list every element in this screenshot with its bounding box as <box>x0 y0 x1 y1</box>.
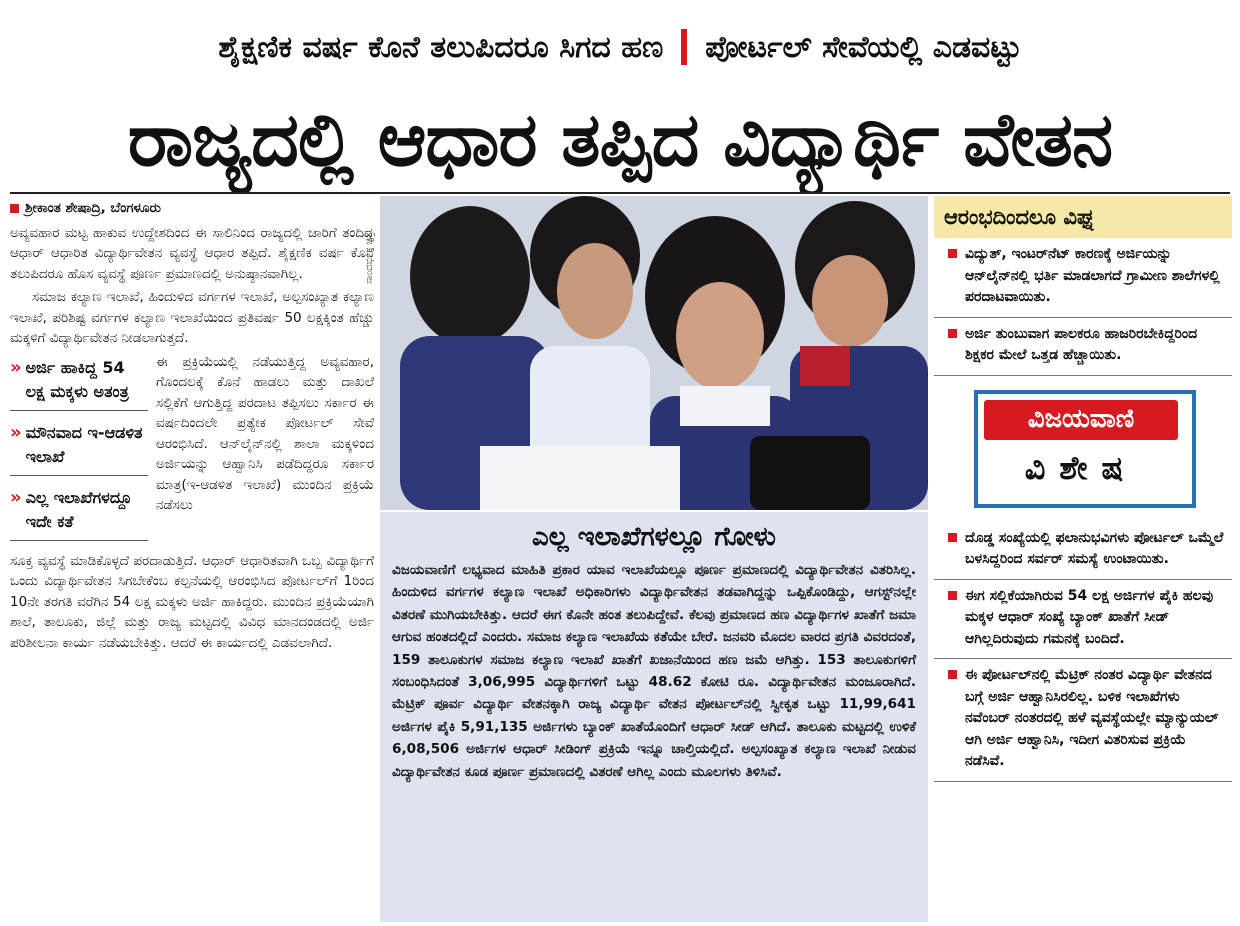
byline-text: ಶ್ರೀಕಾಂತ ಶೇಷಾದ್ರಿ, ಬೆಂಗಳೂರು <box>25 200 161 216</box>
vijayavani-vishesha-logo <box>974 390 1196 508</box>
pullquote-2 <box>10 417 148 476</box>
kicker-divider <box>681 29 687 65</box>
photo-credit: ಸಾಂದರ್ಭಿಕ ಚಿತ್ರ <box>364 232 375 284</box>
pullquote-text: ಅರ್ಜಿ ಹಾಕಿದ್ದ 54 ಲಕ್ಷ ಮಕ್ಕಳು ಅತಂತ್ರ <box>25 357 129 401</box>
pullquote-text: ಮೌನವಾದ ಇ-ಆಡಳಿತ ಇಲಾಖೆ <box>25 422 143 466</box>
kicker-right: ಪೋರ್ಟಲ್ ಸೇವೆಯಲ್ಲಿ ಎಡವಟ್ಟು <box>705 29 1022 65</box>
article-column <box>10 198 374 922</box>
paragraph-3: ಈ ಪ್ರಕ್ರಿಯೆಯಲ್ಲಿ ನಡೆಯುತ್ತಿದ್ದ ಅವ್ಯವಹಾರ, ಗೊಂದಲಕ್ಕೆ ಕೊನೆ ಹಾಡಲು ಮತ್ತು ದಾಖಲೆ ಸಲ್ಲಿಕೆಗೆ ಆಗುತ್ತಿದ್ದ ಪರದಾಟ ತಪ್ಪಿಸಲು ಸರ್ಕಾರ ಈ ವರ್ಷದಿಂದಲೇ ಪ್ರತ್ಯೇಕ ಪೋರ್ಟಲ್ ಸೇವೆ ಆರಂಭಿಸಿದೆ. ಆನ್‌ಲೈನ್‌ನಲ್ಲಿ ಶಾಲಾ ಮಕ್ಕಳಿಂದ ಅರ್ಜಿಯನ್ನು ಆಹ್ವಾನಿಸಿ ಪಡೆದಿದ್ದರೂ ಸರ್ಕಾರ ಮಾತ್ರ(ಇ-ಆಡಳಿತ ಇಲಾಖೆ) ಮುಂದಿನ ಪ್ರಕ್ರಿಯೆ ನಡೆಸಲು <box>156 353 374 513</box>
bullet-text: ಈಗ ಸಲ್ಲಿಕೆಯಾಗಿರುವ 54 ಲಕ್ಷ ಅರ್ಜಿಗಳ ಪೈಕಿ ಹಲವು ಮಕ್ಕಳ ಆಧಾರ್ ಸಂಖ್ಯೆ ಬ್ಯಾಂಕ್ ಖಾತೆಗೆ ಸೀಡ್ ಆಗಿಲ್ಲದಿರುವುದು ಗಮನಕ್ಕೆ ಬಂದಿದೆ. <box>965 587 1214 647</box>
pullquotes <box>10 352 148 547</box>
logo-bottom: ವಿಶೇಷ <box>1024 449 1138 487</box>
right-column <box>934 196 1232 922</box>
logo-top: ವಿಜಯವಾಣಿ <box>984 400 1178 440</box>
paragraph-2: ಸಮಾಜ ಕಲ್ಯಾಣ ಇಲಾಖೆ, ಹಿಂದುಳಿದ ವರ್ಗಗಳ ಇಲಾಖೆ, ಅಲ್ಪಸಂಖ್ಯಾತ ಕಲ್ಯಾಣ ಇಲಾಖೆ, ಪರಿಶಿಷ್ಟ ವರ್ಗಗಳ ಕಲ್ಯಾಣ ಇಲಾಖೆಯಿಂದ ಪ್ರತಿವರ್ಷ 50 ಲಕ್ಷಕ್ಕಿಂತ ಹೆಚ್ಚು ಮಕ್ಕಳಿಗೆ ವಿದ್ಯಾರ್ಥಿವೇತನ ನೀಡಲಾಗುತ್ತದೆ. <box>10 289 374 346</box>
headline: ರಾಜ್ಯದಲ್ಲಿ ಆಧಾರ ತಪ್ಪಿದ ವಿದ್ಯಾರ್ಥಿ ವೇತನ <box>127 96 1113 183</box>
students-photo <box>380 196 928 510</box>
bullet-text: ದೊಡ್ಡ ಸಂಖ್ಯೆಯಲ್ಲಿ ಫಲಾನುಭವಿಗಳು ಪೋರ್ಟಲ್ ಒಮ್ಮೆಲೆ ಬಳಸಿದ್ದರಿಂದ ಸರ್ವರ್ ಸಮಸ್ಯೆ ಉಂಟಾಯಿತು. <box>965 529 1224 567</box>
bullet-text: ಈ ಪೋರ್ಟಲ್‌ನಲ್ಲಿ ಮೆಟ್ರಿಕ್ ನಂತರ ವಿದ್ಯಾರ್ಥಿ ವೇತನದ ಬಗ್ಗೆ ಅರ್ಜಿ ಆಹ್ವಾನಿಸಿರಲಿಲ್ಲ. ಬಳಿಕ ಇಲಾಖೆಗಳು ನವೆಂಬರ್ ನಂತರದಲ್ಲಿ ಹಳೆ ವ್ಯವಸ್ಥೆಯಲ್ಲೇ ಮ್ಯಾನ್ಯುಯಲ್ ಆಗಿ ಅರ್ಜಿ ಆಹ್ವಾನಿಸಿ, ಇದೀಗ ವಿತರಿಸುವ ಪ್ರಕ್ರಿಯೆ ನಡೆಸಿವೆ. <box>965 667 1219 769</box>
sidebar-bullet <box>934 318 1232 376</box>
kicker <box>10 8 1230 86</box>
paragraph-4: ಸೂಕ್ತ ವ್ಯವಸ್ಥೆ ಮಾಡಿಕೊಳ್ಳದೆ ಪರದಾಡುತ್ತಿದೆ. ಆಧಾರ್ ಆಧಾರಿತವಾಗಿ ಒಬ್ಬ ವಿದ್ಯಾರ್ಥಿಗೆ ಒಂದು ವಿದ್ಯಾರ್ಥಿವೇತನ ಸಿಗಬೇಕೆಂಬ ಕಲ್ಪನೆಯಲ್ಲಿ ಆರಂಭಿಸಿದ ಪೋರ್ಟಲ್‌ಗೆ 1ರಿಂದ 10ನೇ ತರಗತಿ ವರೆಗಿನ 54 ಲಕ್ಷ ಮಕ್ಕಳು ಅರ್ಜಿ ಹಾಕಿದ್ದರು. ಮುಂದಿನ ಪ್ರಕ್ರಿಯೆಯಾಗಿ ಶಾಲೆ, ತಾಲೂಕು, ಜಿಲ್ಲೆ ಮತ್ತು ರಾಜ್ಯ ಮಟ್ಟದಲ್ಲಿ ವಿವಿಧ ಮಾನದಂಡದಲ್ಲಿ ಅರ್ಜಿ ಪರಿಶೀಲನಾ ಕಾರ್ಯ ನಡೆಯಬೇಕಿತ್ತು. ಆದರೆ ಈ ಕಾರ್ಯದಲ್ಲಿ ಎಡವಲಾಗಿದೆ. <box>10 552 374 651</box>
chevron-right-icon: » <box>10 421 22 443</box>
bullet-text: ಅರ್ಜಿ ತುಂಬುವಾಗ ಪಾಲಕರೂ ಹಾಜರಿರಬೇಕಿದ್ದರಿಂದ ಶಿಕ್ಷಕರ ಮೇಲೆ ಒತ್ತಡ ಹೆಚ್ಚಾಯಿತು. <box>965 325 1198 363</box>
square-bullet-icon <box>948 533 957 542</box>
headline-rule <box>10 192 1230 194</box>
square-bullet-icon <box>948 249 957 258</box>
chevron-right-icon: » <box>10 356 22 378</box>
square-bullet-icon <box>948 591 957 600</box>
box-title: ಎಲ್ಲ ಇಲಾಖೆಗಳಲ್ಲೂ ಗೋಳು <box>532 522 776 552</box>
byline <box>10 198 374 219</box>
sidebar-bullet <box>934 580 1232 660</box>
sidebar-title: ಆರಂಭದಿಂದಲೂ ವಿಘ್ನ <box>934 196 1232 238</box>
sidebar-bullet <box>934 238 1232 318</box>
pullquote-1 <box>10 352 148 411</box>
paragraph-1: ಅವ್ಯವಹಾರ ಮಟ್ಟ ಹಾಕುವ ಉದ್ದೇಶದಿಂದ ಈ ಸಾಲಿನಿಂದ ರಾಜ್ಯದಲ್ಲಿ ಜಾರಿಗೆ ತಂದಿದ್ದ ಆಧಾರ್ ಆಧಾರಿತ ವಿದ್ಯಾರ್ಥಿವೇತನ ವ್ಯವಸ್ಥೆ ಆಧಾರ ತಪ್ಪಿದೆ. ಶೈಕ್ಷಣಿಕ ವರ್ಷ ಕೊನೆ ತಲುಪಿದರೂ ಹೊಸ ವ್ಯವಸ್ಥೆ ಪೂರ್ಣ ಪ್ರಮಾಣದಲ್ಲಿ ಅನುಷ್ಠಾನವಾಗಿಲ್ಲ. <box>10 224 374 282</box>
square-bullet-icon <box>948 329 957 338</box>
pullquote-3 <box>10 482 148 541</box>
square-bullet-icon <box>948 670 957 679</box>
kicker-left: ಶೈಕ್ಷಣಿಕ ವರ್ಷ ಕೊನೆ ತಲುಪಿದರೂ ಸಿಗದ ಹಣ <box>218 29 664 65</box>
sidebar-box <box>380 512 928 922</box>
bullet-text: ವಿದ್ಯುತ್, ಇಂಟರ್‌ನೆಟ್ ಕಾರಣಕ್ಕೆ ಅರ್ಜಿಯನ್ನು ಆನ್‌ಲೈನ್‌ನಲ್ಲಿ ಭರ್ತಿ ಮಾಡಲಾಗದೆ ಗ್ರಾಮೀಣ ಶಾಲೆಗಳಲ್ಲಿ ಪರದಾಟವಾಯಿತು. <box>965 246 1220 305</box>
box-text: ವಿಜಯವಾಣಿಗೆ ಲಭ್ಯವಾದ ಮಾಹಿತಿ ಪ್ರಕಾರ ಯಾವ ಇಲಾಖೆಯಲ್ಲೂ ಪೂರ್ಣ ಪ್ರಮಾಣದಲ್ಲಿ ವಿದ್ಯಾರ್ಥಿವೇತನ ವಿತರಿಸಿಲ್ಲ. ಹಿಂದುಳಿದ ವರ್ಗಗಳ ಕಲ್ಯಾಣ ಇಲಾಖೆ ಅಧಿಕಾರಿಗಳು ವಿದ್ಯಾರ್ಥಿವೇತನ ತಡವಾಗಿದ್ದನ್ನು ಒಪ್ಪಿಕೊಂಡಿದ್ದು, ಆಗಸ್ಟ್‌ನಲ್ಲೇ ವಿತರಣೆ ಮುಗಿಯಬೇಕಿತ್ತು. ಆದರೆ ಈಗ ಕೊನೇ ಹಂತ ತಲುಪಿದ್ದೇವೆ. ಕೆಲವು ಪ್ರಮಾಣದ ಹಣ ವಿದ್ಯಾರ್ಥಿಗಳ ಖಾತೆಗೆ ಜಮಾ ಆಗುವ ಹಂತದಲ್ಲಿದೆ ಎಂದರು. ಸಮಾಜ ಕಲ್ಯಾಣ ಇಲಾಖೆಯ ಕತೆಯೇ ಬೇರೆ. ಜನವರಿ ಮೊದಲ ವಾರದ ಪ್ರಗತಿ ವಿವರದಂತೆ, 159 ತಾಲೂಕುಗಳ ಸಮಾಜ ಕಲ್ಯಾಣ ಇಲಾಖೆ ಖಾತೆಗೆ ಖಜಾನೆಯಿಂದ ಹಣ ಜಮೆ ಆಗಿತ್ತು. 153 ತಾಲೂಕುಗಳಿಗೆ ಸಂಬಂಧಿಸಿದಂತೆ 3,06,995 ವಿದ್ಯಾರ್ಥಿಗಳಿಗೆ ಒಟ್ಟು 48.62 ಕೋಟಿ ರೂ. ವಿದ್ಯಾರ್ಥಿವೇತನ ಮಂಜೂರಾಗಿದೆ. ಮೆಟ್ರಿಕ್ ಪೂರ್ವ ವಿದ್ಯಾರ್ಥಿ ವೇತನಕ್ಕಾಗಿ ರಾಜ್ಯ ವಿದ್ಯಾರ್ಥಿ ವೇತನ ಪೋರ್ಟಲ್‌ನಲ್ಲಿ ಸ್ವೀಕೃತ ಒಟ್ಟು 11,99,641 ಅರ್ಜಿಗಳ ಪೈಕಿ 5,91,135 ಅರ್ಜಿಗಳು ಬ್ಯಾಂಕ್ ಖಾತೆಯೊಂದಿಗೆ ಆಧಾರ್ ಸೀಡ್ ಆಗಿದೆ. ತಾಲೂಕು ಮಟ್ಟದಲ್ಲಿ ಉಳಿಕೆ 6,08,506 ಅರ್ಜಿಗಳ ಆಧಾರ್ ಸೀಡಿಂಗ್ ಪ್ರಕ್ರಿಯೆ ಇನ್ನೂ ಚಾಲ್ತಿಯಲ್ಲಿದೆ. ಅಲ್ಪಸಂಖ್ಯಾತ ಕಲ್ಯಾಣ ಇಲಾಖೆ ನೀಡುವ ವಿದ್ಯಾರ್ಥಿವೇತನ ಕೂಡ ಪೂರ್ಣ ಪ್ರಮಾಣದಲ್ಲಿ ವಿತರಣೆ ಆಗಿಲ್ಲ ಎಂದು ಮೂಲಗಳು ತಿಳಿಸಿವೆ. <box>392 562 916 780</box>
pullquote-text: ಎಲ್ಲ ಇಲಾಖೆಗಳದ್ದೂ ಇದೇ ಕತೆ <box>25 487 132 531</box>
chevron-right-icon: » <box>10 486 22 508</box>
sidebar-bullet <box>934 522 1232 580</box>
students-photo-illustration <box>380 196 928 510</box>
sidebar-bullet <box>934 659 1232 782</box>
square-bullet-icon <box>10 204 19 213</box>
pullquote-split <box>10 352 374 547</box>
